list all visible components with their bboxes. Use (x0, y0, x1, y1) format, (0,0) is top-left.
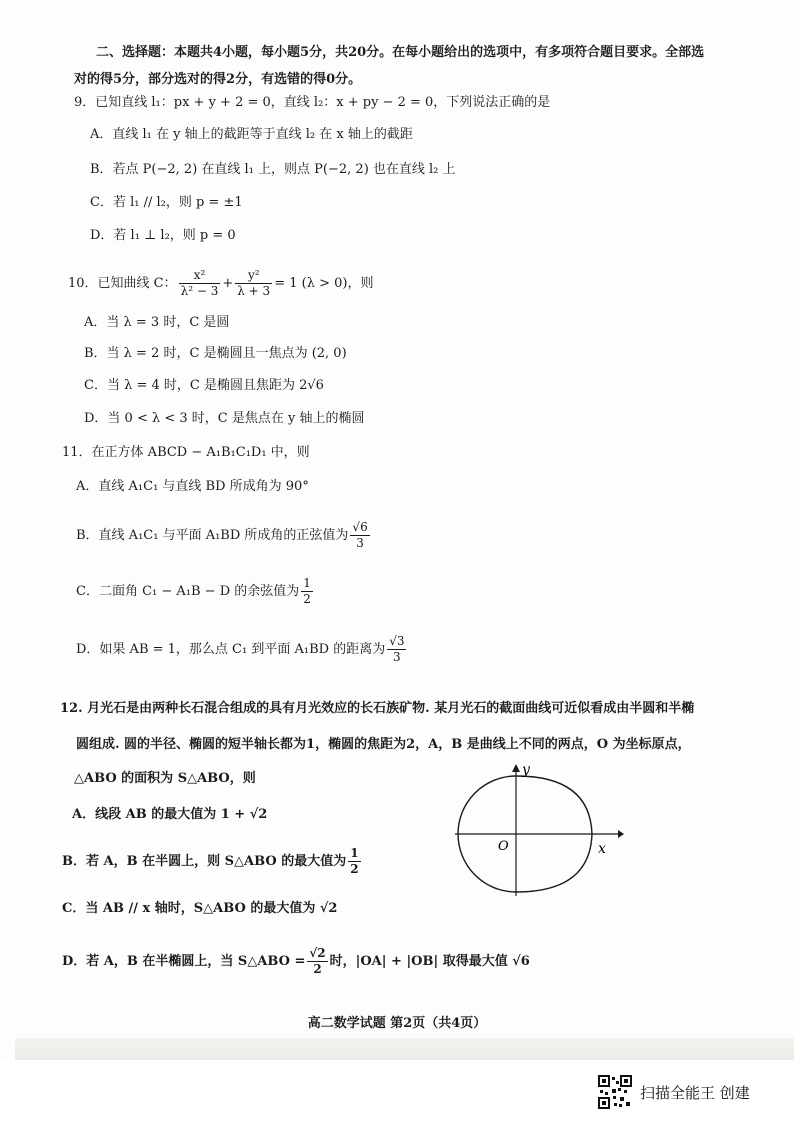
y-axis-arrow-icon (512, 764, 520, 772)
q11-b-num: √6 (352, 520, 368, 534)
q12-option-d-pre: D．若 A，B 在半椭圆上，当 S△ABO = (62, 954, 306, 969)
q12-b-den: 2 (350, 862, 359, 876)
q10-frac2-num: y² (235, 268, 272, 284)
qr-code-icon (598, 1075, 632, 1109)
q12-option-d-fraction (307, 946, 327, 977)
q11-option-b-fraction (350, 520, 369, 551)
q9-stem: 9．已知直线 l₁：px + y + 2 = 0，直线 l₂：x + py − 2 = 0，下列说法正确的是 (74, 95, 551, 110)
q9-option-d: D．若 l₁ ⊥ l₂，则 p = 0 (90, 228, 236, 243)
q12-b-num: 1 (350, 846, 359, 860)
moonstone-figure (450, 760, 625, 900)
q9-option-b: B．若点 P(−2, 2) 在直线 l₁ 上，则点 P(−2, 2) 也在直线 l₂ 上 (90, 162, 456, 177)
q10-stem (68, 266, 373, 302)
q12-option-d-post: 时，|OA| + |OB| 取得最大值 √6 (329, 954, 530, 969)
page-footer: 高二数学试题 第2页（共4页） (307, 1016, 487, 1031)
origin-label: O (498, 839, 509, 854)
q9-option-a: A．直线 l₁ 在 y 轴上的截距等于直线 l₂ 在 x 轴上的截距 (90, 127, 413, 142)
q11-option-d-fraction (387, 634, 406, 665)
q11-d-den: 3 (393, 650, 401, 664)
y-axis-label: y (522, 762, 530, 778)
q12-option-c: C．当 AB // x 轴时，S△ABO 的最大值为 √2 (62, 901, 338, 916)
q11-option-d (76, 632, 408, 668)
q11-option-a: A．直线 A₁C₁ 与直线 BD 所成角为 90° (76, 479, 309, 494)
q10-fraction-2 (235, 268, 272, 299)
q12-stem-line3: △ABO 的面积为 S△ABO，则 (74, 771, 256, 786)
q12-option-b (62, 844, 363, 880)
q10-option-b: B．当 λ = 2 时，C 是椭圆且一焦点为 (2, 0) (84, 346, 347, 361)
q11-option-c-fraction (301, 576, 313, 607)
q12-option-b-text: B．若 A，B 在半圆上，则 S△ABO 的最大值为 (62, 854, 347, 869)
q10-option-c: C．当 λ = 4 时，C 是椭圆且焦距为 2√6 (84, 378, 324, 393)
q9-option-c: C．若 l₁ // l₂，则 p = ±1 (90, 195, 243, 210)
q11-c-num: 1 (303, 576, 311, 590)
q11-option-c (76, 574, 315, 610)
scanner-watermark: 扫描全能王 创建 (640, 1084, 750, 1102)
x-axis-label: x (598, 841, 606, 857)
q10-option-d: D．当 0 < λ < 3 时，C 是焦点在 y 轴上的椭圆 (84, 411, 365, 426)
q11-option-d-text: D．如果 AB = 1，那么点 C₁ 到平面 A₁BD 的距离为 (76, 642, 386, 657)
q11-b-den: 3 (356, 536, 364, 550)
q10-frac1-num: x² (179, 268, 221, 284)
q10-frac1-den: λ² − 3 (180, 284, 219, 298)
section-heading-line2: 对的得5分，部分选对的得2分，有选错的得0分。 (74, 72, 362, 87)
q12-option-d (62, 944, 530, 980)
q12-stem-line1: 12. 月光石是由两种长石混合组成的具有月光效应的长石族矿物. 某月光石的截面曲线可近似看成由半圆和半椭 (60, 701, 695, 716)
x-axis-arrow-icon (618, 830, 624, 838)
q11-c-den: 2 (303, 592, 311, 606)
q11-option-c-text: C．二面角 C₁ − A₁B − D 的余弦值为 (76, 584, 300, 599)
q11-d-num: √3 (389, 634, 405, 648)
q10-stem-suffix: = 1 (λ > 0)，则 (274, 276, 374, 291)
q12-option-b-fraction (348, 846, 360, 877)
q10-option-a: A．当 λ = 3 时，C 是圆 (84, 315, 230, 330)
section-heading-line1: 二、选择题：本题共4小题，每小题5分，共20分。在每小题给出的选项中，有多项符合题目要求。全部选 (96, 45, 705, 60)
q11-stem: 11．在正方体 ABCD − A₁B₁C₁D₁ 中，则 (62, 445, 310, 460)
q12-d-den: 2 (313, 962, 322, 976)
q11-option-b (76, 518, 372, 554)
q10-plus: + (222, 276, 234, 291)
q10-stem-prefix: 10．已知曲线 C： (68, 276, 177, 291)
q11-option-b-text: B．直线 A₁C₁ 与平面 A₁BD 所成角的正弦值为 (76, 528, 349, 543)
q10-fraction-1 (179, 268, 221, 299)
q12-option-a: A．线段 AB 的最大值为 1 + √2 (72, 807, 268, 822)
q10-frac2-den: λ + 3 (237, 284, 271, 298)
q12-d-num: √2 (309, 946, 326, 960)
q12-stem-line2: 圆组成. 圆的半径、椭圆的短半轴长都为1，椭圆的焦距为2，A，B 是曲线上不同的两点，O 为坐标原点， (76, 737, 691, 752)
